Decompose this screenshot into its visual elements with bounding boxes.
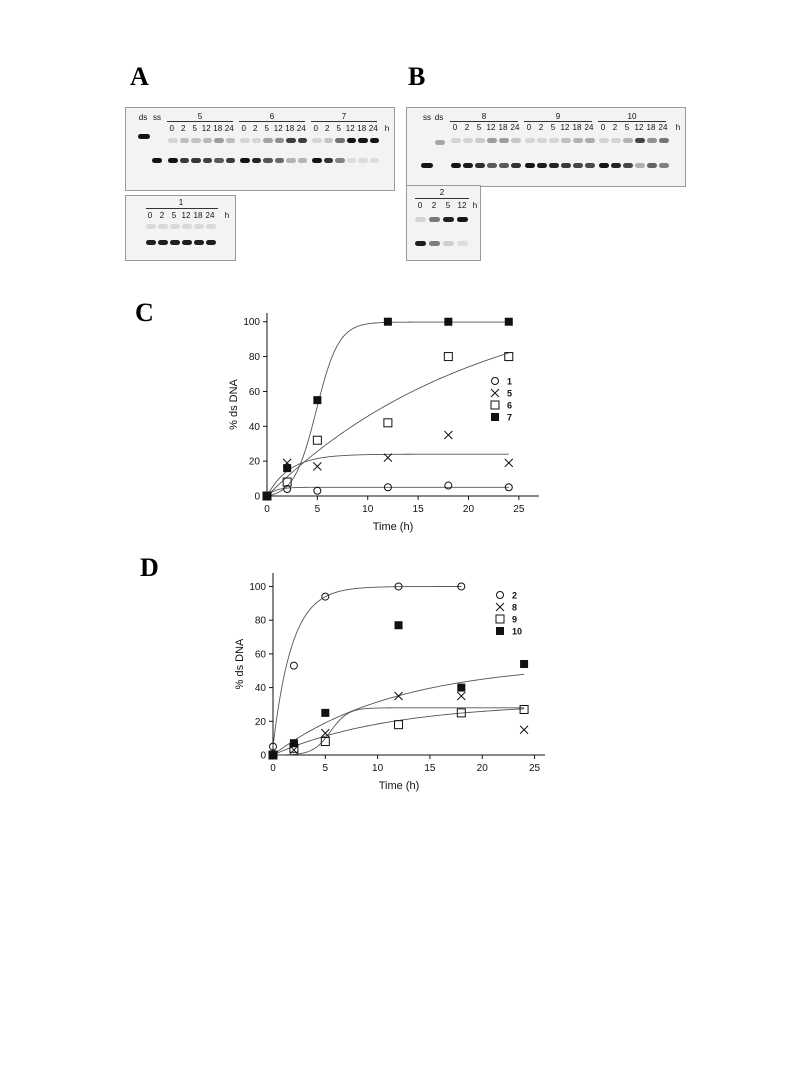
y-tick-label: 20 (248, 456, 260, 468)
gel-band-ss (561, 163, 571, 168)
gel-band-ds (240, 138, 250, 143)
data-point-7 (384, 318, 392, 326)
data-point-2 (290, 662, 297, 669)
data-point-6 (313, 436, 321, 444)
gel-band-ds (170, 224, 180, 229)
legend-label-6: 6 (507, 400, 513, 411)
fit-curve-5 (267, 454, 509, 496)
data-point-9 (395, 721, 403, 729)
gel-band-ss-marker (421, 163, 433, 168)
y-tick-label: 40 (248, 421, 260, 433)
gel-lane-label: 24 (510, 123, 520, 132)
data-point-7 (505, 318, 513, 326)
gel-b-unit-label: h (675, 123, 681, 132)
gel-band-ds (226, 138, 236, 143)
gel-lane-label: 0 (452, 123, 458, 132)
data-point-9 (520, 706, 528, 714)
gel-band-ds (180, 138, 190, 143)
gel-band-ss-marker (152, 158, 162, 163)
gel-band-ss (511, 163, 521, 168)
gel-band-ds (347, 138, 357, 143)
y-tick-label: 20 (254, 716, 266, 728)
gel-lane-label: 2 (181, 124, 186, 133)
data-point-5 (313, 462, 321, 470)
gel-band-ss (180, 158, 190, 163)
gel-lane-label: 5 (192, 124, 197, 133)
gel-band-ss (415, 241, 426, 246)
gel-band-ss (451, 163, 461, 168)
gel-group-line (524, 121, 592, 122)
gel-lane-label: 5 (550, 123, 556, 132)
fit-curve-6 (267, 353, 509, 496)
y-tick-label: 80 (248, 352, 260, 364)
gel-lane-label: 2 (538, 123, 544, 132)
gel-lane-label: 12 (486, 123, 496, 132)
gel-lane-label: 24 (296, 124, 306, 133)
gel-band-ds (194, 224, 204, 229)
legend-marker-9 (496, 615, 504, 623)
x-tick-label: 15 (424, 763, 436, 774)
gel-band-ss (623, 163, 633, 168)
gel-lane-label: 0 (169, 124, 174, 133)
gel-b-inset-group-label: 2 (439, 188, 445, 197)
legend-marker-10 (496, 627, 504, 635)
gel-band-ds (647, 138, 657, 143)
gel-band-ds (659, 138, 669, 143)
gel-band-ss (475, 163, 485, 168)
gel-band-ds (537, 138, 547, 143)
gel-lane-label: 5 (476, 123, 482, 132)
gel-lane-label: 2 (431, 201, 437, 210)
data-point-8 (457, 692, 465, 700)
gel-lane-label: 12 (457, 201, 467, 210)
gel-band-ds (475, 138, 485, 143)
gel-band-ss (537, 163, 547, 168)
gel-group-line (239, 121, 305, 122)
gel-band-ss (263, 158, 273, 163)
gel-a-inset-unit-label: h (224, 211, 230, 220)
gel-lane-label: 0 (241, 124, 246, 133)
gel-a-inset-group-label: 1 (178, 198, 184, 207)
gel-band-ss (240, 158, 250, 163)
gel-band-ss (599, 163, 609, 168)
data-point-8 (520, 726, 528, 734)
y-tick-label: 80 (254, 615, 266, 627)
panel-letter-a: A (130, 62, 149, 91)
legend-marker-6 (491, 401, 499, 409)
gel-band-ds (206, 224, 216, 229)
gel-band-ss (191, 158, 201, 163)
gel-band-ss (659, 163, 669, 168)
gel-band-ds (158, 224, 168, 229)
gel-b-inset-unit-label: h (472, 201, 478, 210)
legend-label-8: 8 (512, 602, 518, 613)
legend-label-5: 5 (507, 388, 513, 399)
gel-band-ds (358, 138, 368, 143)
gel-band-ss (252, 158, 262, 163)
gel-band-ds-marker (138, 134, 150, 139)
gel-lane-label: 18 (572, 123, 582, 132)
gel-band-ss (203, 158, 213, 163)
gel-lane-label: 0 (417, 201, 423, 210)
legend-marker-5 (491, 389, 499, 397)
gel-band-ds (511, 138, 521, 143)
panel-letter-d: D (140, 553, 159, 582)
gel-band-ss (182, 240, 192, 245)
data-point-10 (290, 739, 298, 747)
data-point-10 (269, 751, 277, 759)
x-tick-label: 25 (528, 763, 541, 774)
gel-lane-label: 5 (336, 124, 341, 133)
gel-band-ds (429, 217, 440, 222)
gel-group-label: 6 (269, 112, 275, 121)
data-point-6 (384, 419, 392, 427)
y-axis-label: % ds DNA (228, 379, 240, 430)
x-tick-label: 5 (322, 763, 329, 774)
legend-label-9: 9 (512, 614, 518, 625)
gel-band-ds (457, 217, 468, 222)
gel-band-ds (214, 138, 224, 143)
chart-c (215, 305, 555, 535)
gel-band-ss (146, 240, 156, 245)
gel-b-ds-label: ds (434, 113, 444, 122)
panel-letter-b: B (408, 62, 426, 91)
gel-a-ss-label: ss (153, 113, 161, 122)
gel-image-a-inset (125, 195, 236, 261)
data-point-10 (457, 684, 465, 692)
fit-curve-1 (267, 487, 509, 496)
y-tick-label: 60 (254, 649, 266, 661)
gel-lane-label: 18 (498, 123, 508, 132)
data-point-1 (445, 482, 452, 489)
y-axis-label: % ds DNA (234, 638, 246, 690)
gel-band-ds (203, 138, 213, 143)
data-point-7 (263, 492, 271, 500)
gel-band-ss (214, 158, 224, 163)
gel-band-ds (146, 224, 156, 229)
data-point-5 (444, 431, 452, 439)
y-tick-label: 100 (243, 317, 260, 329)
gel-lane-label: 18 (357, 124, 367, 133)
gel-lane-label: 2 (159, 211, 165, 220)
gel-band-ds (298, 138, 308, 143)
gel-band-ds (635, 138, 645, 143)
gel-lane-label: 0 (313, 124, 318, 133)
gel-group-label: 9 (555, 112, 561, 121)
chart-d (225, 565, 565, 795)
gel-band-ss (286, 158, 296, 163)
gel-lane-label: 12 (345, 124, 355, 133)
gel-band-ss (335, 158, 345, 163)
gel-band-ss (358, 158, 368, 163)
gel-band-ss (457, 241, 468, 246)
gel-band-ss (585, 163, 595, 168)
gel-lane-label: 18 (285, 124, 295, 133)
x-tick-label: 20 (476, 763, 488, 774)
data-point-7 (283, 464, 291, 472)
data-point-1 (314, 487, 321, 494)
y-tick-label: 40 (254, 683, 266, 695)
x-tick-label: 0 (264, 504, 270, 515)
gel-group-line (311, 121, 377, 122)
gel-band-ss (206, 240, 216, 245)
fit-curve-9 (273, 708, 524, 755)
y-tick-label: 0 (260, 750, 266, 762)
gel-lane-label: 2 (325, 124, 330, 133)
gel-band-ss (647, 163, 657, 168)
x-axis-label: Time (h) (372, 521, 414, 533)
data-point-6 (444, 353, 452, 361)
gel-band-ss (549, 163, 559, 168)
x-tick-label: 15 (412, 504, 424, 515)
gel-band-ss (170, 240, 180, 245)
legend-label-2: 2 (512, 590, 518, 601)
legend-marker-1 (492, 378, 499, 385)
gel-band-ds (599, 138, 609, 143)
data-point-7 (444, 318, 452, 326)
legend-label-1: 1 (507, 376, 513, 387)
gel-lane-label: 18 (193, 211, 203, 220)
gel-lane-label: 12 (201, 124, 211, 133)
gel-band-ds (191, 138, 201, 143)
y-tick-label: 60 (248, 386, 260, 398)
data-point-7 (313, 396, 321, 404)
gel-group-label: 5 (197, 112, 203, 121)
gel-band-ss (168, 158, 178, 163)
gel-band-ds (549, 138, 559, 143)
gel-a-inset-group-line (146, 208, 218, 209)
gel-band-ds (487, 138, 497, 143)
gel-band-ds (499, 138, 509, 143)
data-point-5 (384, 454, 392, 462)
gel-band-ss (635, 163, 645, 168)
gel-band-ss (194, 240, 204, 245)
gel-lane-label: 18 (213, 124, 223, 133)
gel-band-ds (182, 224, 192, 229)
gel-lane-label: 0 (526, 123, 532, 132)
gel-band-ds (312, 138, 322, 143)
gel-image-b-inset (406, 185, 481, 261)
gel-band-ds (585, 138, 595, 143)
gel-lane-label: 0 (600, 123, 606, 132)
gel-lane-label: 12 (634, 123, 644, 132)
gel-band-ss (370, 158, 380, 163)
legend-label-7: 7 (507, 412, 513, 423)
gel-lane-label: 24 (658, 123, 668, 132)
gel-group-label: 10 (627, 112, 637, 121)
gel-lane-label: 2 (464, 123, 470, 132)
gel-band-ss (463, 163, 473, 168)
gel-band-ds (623, 138, 633, 143)
gel-band-ds (415, 217, 426, 222)
gel-a-unit-label: h (384, 124, 390, 133)
gel-image-b (406, 107, 686, 187)
x-tick-label: 10 (372, 763, 384, 774)
gel-b-inset-group-line (415, 198, 469, 199)
y-tick-label: 100 (249, 581, 266, 593)
gel-band-ds (252, 138, 262, 143)
gel-image-a (125, 107, 395, 191)
y-tick-label: 0 (254, 491, 260, 503)
gel-band-ss (573, 163, 583, 168)
gel-lane-label: 5 (445, 201, 451, 210)
gel-band-ss (499, 163, 509, 168)
gel-band-ss (525, 163, 535, 168)
gel-band-ds (324, 138, 334, 143)
gel-lane-label: 24 (368, 124, 378, 133)
x-tick-label: 5 (314, 504, 321, 515)
gel-lane-label: 24 (584, 123, 594, 132)
legend-marker-2 (497, 592, 504, 599)
gel-lane-label: 5 (171, 211, 177, 220)
gel-band-ds (451, 138, 461, 143)
gel-band-ds (463, 138, 473, 143)
gel-band-ds (263, 138, 273, 143)
gel-band-ss (275, 158, 285, 163)
gel-band-ss (298, 158, 308, 163)
x-tick-label: 10 (362, 504, 374, 515)
gel-band-ds (370, 138, 380, 143)
gel-band-ss (226, 158, 236, 163)
x-tick-label: 20 (462, 504, 475, 515)
gel-band-ss (158, 240, 168, 245)
gel-lane-label: 24 (224, 124, 234, 133)
gel-lane-label: 12 (560, 123, 570, 132)
gel-lane-label: 2 (612, 123, 618, 132)
gel-group-label: 8 (481, 112, 487, 121)
gel-lane-label: 5 (624, 123, 630, 132)
gel-band-ss (324, 158, 334, 163)
data-point-10 (321, 709, 329, 717)
gel-group-label: 7 (341, 112, 347, 121)
x-tick-label: 0 (270, 763, 276, 774)
gel-lane-label: 24 (205, 211, 215, 220)
gel-lane-label: 5 (264, 124, 269, 133)
gel-group-line (450, 121, 518, 122)
gel-group-line (598, 121, 666, 122)
gel-lane-label: 0 (147, 211, 153, 220)
gel-band-ds (335, 138, 345, 143)
gel-band-ds (573, 138, 583, 143)
fit-curve-8 (273, 674, 524, 755)
data-point-5 (505, 459, 513, 467)
gel-band-ds (443, 217, 454, 222)
gel-band-ss (487, 163, 497, 168)
gel-band-ss (611, 163, 621, 168)
fit-curve-7 (267, 322, 509, 496)
gel-band-ss (312, 158, 322, 163)
gel-lane-label: 12 (273, 124, 283, 133)
gel-b-ss-label: ss (423, 113, 431, 122)
data-point-10 (520, 660, 528, 668)
legend-label-10: 10 (512, 626, 523, 637)
gel-band-ds (286, 138, 296, 143)
gel-band-ds (525, 138, 535, 143)
gel-lane-label: 12 (181, 211, 191, 220)
legend-marker-8 (496, 603, 504, 611)
gel-band-ss (347, 158, 357, 163)
x-axis-label: Time (h) (378, 780, 420, 792)
gel-band-ds (275, 138, 285, 143)
gel-lane-label: 2 (253, 124, 258, 133)
gel-band-ss (429, 241, 440, 246)
data-point-8 (395, 692, 403, 700)
gel-lane-label: 18 (646, 123, 656, 132)
x-tick-label: 25 (513, 504, 525, 515)
legend-marker-7 (491, 413, 499, 421)
gel-band-ds-marker (435, 140, 445, 145)
gel-a-ds-label: ds (138, 113, 148, 122)
fit-curve-2 (273, 586, 461, 746)
fit-curve-10 (273, 709, 524, 755)
gel-band-ds (611, 138, 621, 143)
gel-band-ds (561, 138, 571, 143)
gel-group-line (167, 121, 233, 122)
panel-letter-c: C (135, 298, 154, 327)
data-point-10 (395, 621, 403, 629)
gel-band-ds (168, 138, 178, 143)
gel-band-ss (443, 241, 454, 246)
